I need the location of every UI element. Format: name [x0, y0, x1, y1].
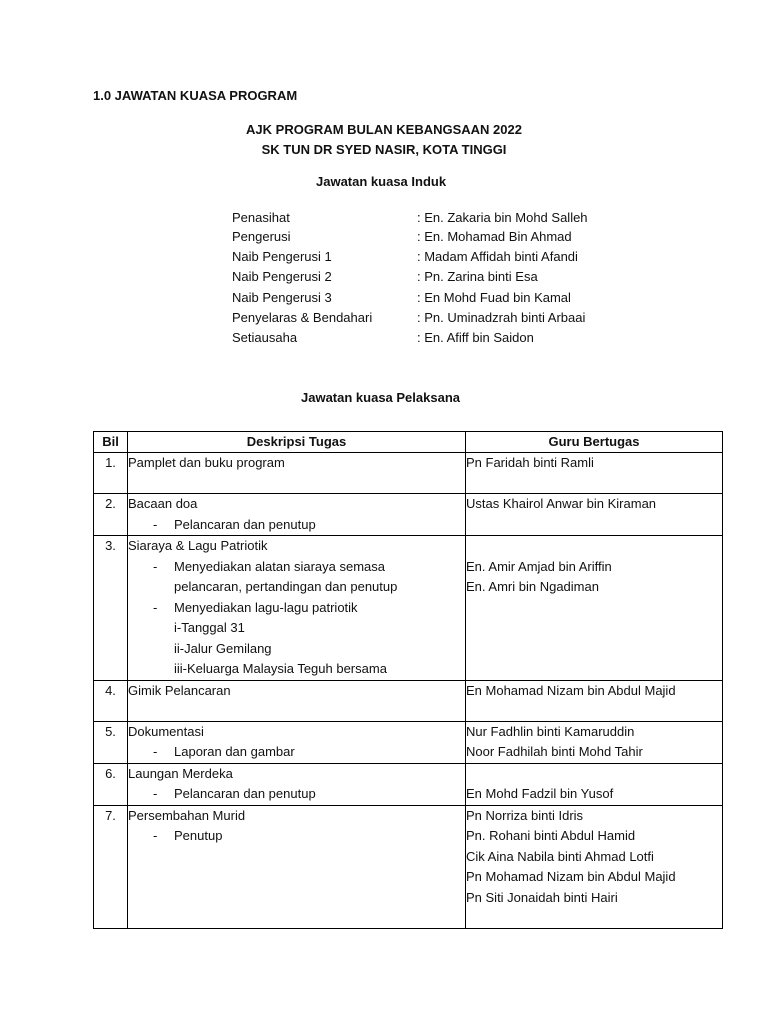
row-bil: 7. — [94, 805, 128, 928]
row-guru — [466, 721, 723, 763]
teacher-name: Pn. Rohani binti Abdul Hamid — [466, 828, 636, 843]
row-deskripsi — [128, 721, 466, 763]
row-bil: 5. — [94, 721, 128, 763]
induk-role: Naib Pengerusi 1 — [232, 249, 332, 264]
task-title: Siaraya & Lagu Patriotik — [128, 538, 268, 553]
teacher-name: Cik Aina Nabila binti Ahmad Lotfi — [466, 848, 654, 864]
pelaksana-table — [93, 431, 723, 929]
row-guru — [466, 536, 723, 681]
subtask-continuation: pelancaran, pertandingan dan penutup — [174, 579, 398, 594]
doc-title-line2: SK TUN DR SYED NASIR, KOTA TINGGI — [261, 142, 507, 157]
induk-name: : En Mohd Fuad bin Kamal — [417, 290, 571, 305]
section-heading: 1.0 JAWATAN KUASA PROGRAM — [93, 88, 298, 103]
table-row — [94, 494, 723, 536]
induk-name: : Pn. Zarina binti Esa — [417, 269, 538, 284]
row-deskripsi — [128, 494, 466, 536]
table-row — [94, 763, 723, 805]
teacher-name: Nur Fadhlin binti Kamaruddin — [466, 723, 635, 739]
row-bil: 1. — [94, 453, 128, 494]
row-bil: 2. — [94, 494, 128, 536]
row-guru — [466, 494, 723, 536]
song-item: iii-Keluarga Malaysia Teguh bersama — [174, 661, 387, 676]
row-bil: 6. — [94, 763, 128, 805]
row-guru — [466, 680, 723, 721]
subtask: - Menyediakan alatan siaraya semasa — [153, 558, 386, 574]
teacher-name: Pn Norriza binti Idris — [466, 807, 584, 823]
task-title: Dokumentasi — [128, 723, 204, 739]
song-item: ii-Jalur Gemilang — [174, 640, 272, 656]
table-header-row — [94, 432, 723, 453]
induk-name: : En. Zakaria bin Mohd Salleh — [417, 210, 588, 225]
teacher-name: Pn Siti Jonaidah binti Hairi — [466, 889, 618, 905]
subtask: - Penutup — [153, 828, 223, 843]
teacher-name: Pn Mohamad Nizam bin Abdul Majid — [466, 869, 676, 884]
table-row — [94, 536, 723, 681]
row-deskripsi — [128, 680, 466, 721]
induk-name: : En. Afiff bin Saidon — [417, 330, 534, 345]
row-deskripsi — [128, 453, 466, 494]
induk-role: Naib Pengerusi 3 — [232, 290, 332, 305]
row-deskripsi — [128, 536, 466, 681]
induk-role: Naib Pengerusi 2 — [232, 269, 332, 284]
row-deskripsi — [128, 763, 466, 805]
row-guru — [466, 763, 723, 805]
induk-name: : Pn. Uminadzrah binti Arbaai — [417, 310, 586, 325]
row-bil: 3. — [94, 536, 128, 681]
subtask: - Laporan dan gambar — [153, 744, 295, 759]
subtask: - Pelancaran dan penutup — [153, 516, 316, 532]
row-guru — [466, 453, 723, 494]
teacher-name: En Mohamad Nizam bin Abdul Majid — [466, 682, 676, 698]
subtask: - Menyediakan lagu-lagu patriotik — [153, 599, 358, 615]
task-title: Gimik Pelancaran — [128, 682, 231, 698]
song-item: i-Tanggal 31 — [174, 620, 245, 635]
table-row — [94, 680, 723, 721]
teacher-name: Pn Faridah binti Ramli — [466, 455, 594, 470]
header-bil: Bil — [94, 432, 128, 453]
task-title: Bacaan doa — [128, 496, 198, 511]
teacher-name: Ustas Khairol Anwar bin Kiraman — [466, 496, 657, 511]
table-row — [94, 721, 723, 763]
row-guru — [466, 805, 723, 928]
induk-role: Penyelaras & Bendahari — [232, 310, 373, 325]
doc-title-line1: AJK PROGRAM BULAN KEBANGSAAN 2022 — [246, 122, 522, 137]
induk-role: Pengerusi — [232, 229, 291, 244]
teacher-name: En. Amri bin Ngadiman — [466, 579, 599, 594]
pelaksana-title: Jawatan kuasa Pelaksana — [301, 390, 460, 405]
task-title: Persembahan Murid — [128, 807, 246, 823]
subtask: - Pelancaran dan penutup — [153, 786, 316, 801]
teacher-name: Noor Fadhilah binti Mohd Tahir — [466, 744, 643, 759]
induk-title: Jawatan kuasa Induk — [316, 174, 447, 189]
table-row — [94, 805, 723, 928]
teacher-name: En. Amir Amjad bin Ariffin — [466, 558, 612, 574]
teacher-name: En Mohd Fadzil bin Yusof — [466, 786, 614, 801]
row-bil: 4. — [94, 680, 128, 721]
induk-name: : En. Mohamad Bin Ahmad — [417, 229, 572, 244]
induk-role: Penasihat — [232, 210, 290, 225]
header-guru: Guru Bertugas — [466, 432, 723, 453]
table-row — [94, 453, 723, 494]
row-deskripsi — [128, 805, 466, 928]
task-title: Pamplet dan buku program — [128, 455, 285, 470]
induk-role: Setiausaha — [232, 330, 298, 345]
induk-name: : Madam Affidah binti Afandi — [417, 249, 578, 264]
task-title: Laungan Merdeka — [128, 765, 233, 781]
header-deskripsi: Deskripsi Tugas — [128, 432, 466, 453]
